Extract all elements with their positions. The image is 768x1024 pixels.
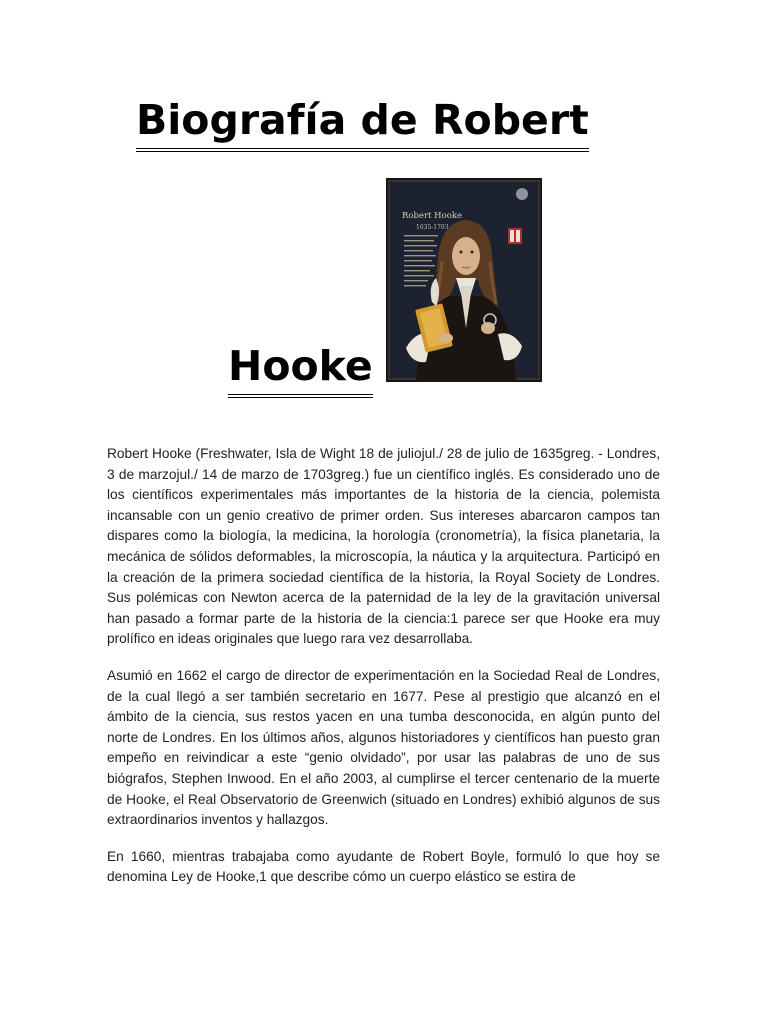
- page-title-line-1: Biografía de Robert: [136, 96, 589, 152]
- portrait-image: [386, 178, 542, 382]
- paragraph-2: Asumió en 1662 el cargo de director de experimentación en la Sociedad Real de Londres, de la cual llegó a ser también secretario en 1677. Pese al prestigio que alcanzó en el ámbito de la ciencia, sus restos yacen en una tumba desconocida, en algún punto del norte de Londres. En los últimos años, algunos historiadores y científicos han puesto gran empeño en reivindicar a este “genio olvidado”, por usar las palabras de uno de sus biógrafos, Stephen Inwood. En el año 2003, al cumplirse el tercer centenario de la muerte de Hooke, el Real Observatorio de Greenwich (situado en Londres) exhibió algunos de sus extraordinarios inventos y hallazgos.: [107, 667, 660, 828]
- portrait-caption-dates: 1635-1703: [416, 224, 449, 231]
- paragraph-1: Robert Hooke (Freshwater, Isla de Wight 18 de juliojul./ 28 de julio de 1635greg. - Londres, 3 de marzojul./ 14 de marzo de 1703greg.) fue un científico inglés. Es considerado uno de los científicos experimentales más importantes de la historia de la ciencia, polemista incansable con un genio creativo de primer orden. Sus intereses abarcaron campos tan dispares como la biología, la medicina, la horología (cronometría), la física planetaria, la mecánica de sólidos deformables, la microscopía, la náutica y la arquitectura. Participó en la creación de la primera sociedad científica de la historia, la Royal Society de Londres. Sus polémicas con Newton acerca de la paternidad de la ley de la gravitación universal han pasado a formar parte de la historia de la ciencia:1 parece ser que Hooke era muy prolífico en ideas originales que luego rara vez desarrollaba.: [107, 446, 660, 647]
- biography-text: [107, 444, 660, 904]
- portrait-painting-icon: [386, 178, 542, 382]
- portrait-caption-name: Robert Hooke: [402, 211, 462, 221]
- paragraph-3: En 1660, mientras trabajaba como ayudante de Robert Boyle, formuló lo que hoy se denomina Ley de Hooke,1 que describe cómo un cuerpo elástico se estira de: [107, 848, 660, 885]
- page-title-line-2: Hooke: [228, 342, 373, 398]
